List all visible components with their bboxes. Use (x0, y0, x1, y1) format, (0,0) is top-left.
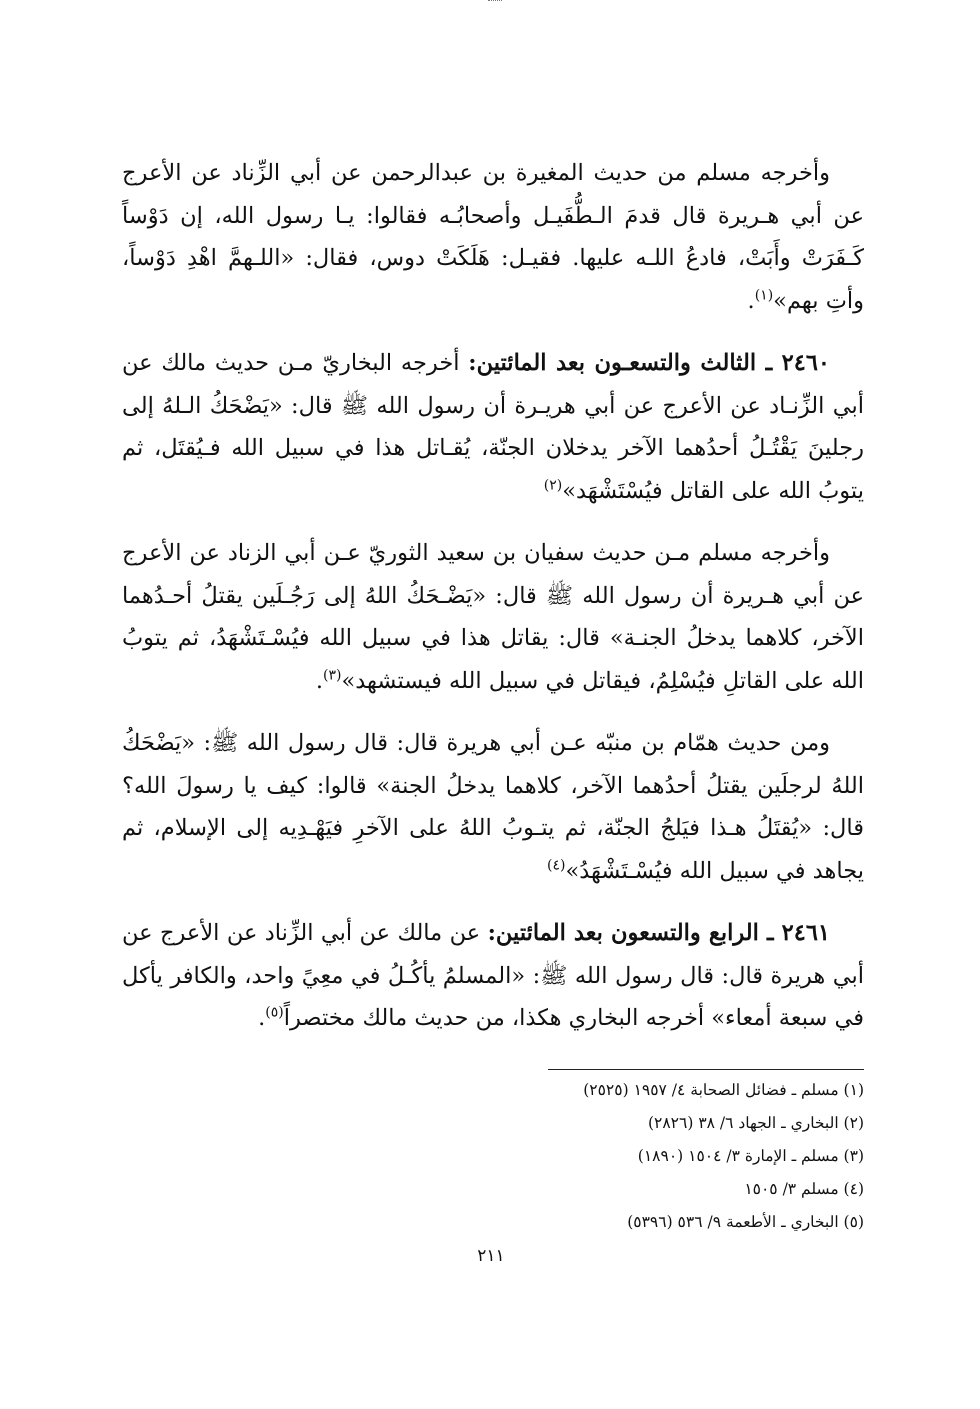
footnote-ref: (١) (754, 287, 774, 303)
paragraph (122, 532, 864, 702)
paragraph (122, 152, 864, 322)
main-text (122, 152, 864, 1056)
footnote-ref: (٤) (546, 857, 566, 873)
footnote: (٢) البخاري ـ الجهاد ٦/ ٣٨ (٢٨٢٦) (647, 1114, 864, 1132)
footnote-ref: (٢) (543, 477, 563, 493)
hadith-heading: ٢٤٦٠ ـ الثالث والتسعـون بعد المائتين: (468, 350, 830, 376)
paragraph-end: . (747, 287, 755, 314)
footnote-ref: (٣) (323, 667, 342, 683)
hadith-heading: ٢٤٦١ ـ الرابع والتسعون بعد المائتين: (487, 920, 830, 946)
paragraph-text: ومن حديث همّام بن منبّه عـن أبي هريرة قال: قال رسول الله ﷺ: «يَضْحَكُ اللهُ لرجلَين يقتلُ أحدُهما الآخر، كلاهما يدخلُ الجنة» قالوا: كيف يا رسولَ الله؟ قال: «يُقتَلُ هـذا فيَلجُ الجنّة، ثم يتـوبُ اللهُ على الآخرِ فيَهْـدِيه إلى الإسلام، ثم يجاهد في سبيل الله فيُسْـتَشْهَدُ» (122, 730, 864, 884)
paragraph-text: وأخرجه مسلم مـن حديث سفيان بن سعيد الثوريّ عـن أبي الزناد عن الأعرج عن أبي هـريرة أن رسول الله ﷺ قال: «يَضْـحَكُ اللهُ إلى رَجُـلَين يقتلُ أحـدُهما الآخر، كلاهما يدخلُ الجنـة» قال: يقاتل هذا في سبيل الله فيُسْـتَشْهَدُ، ثم يتوبُ الله على القاتلِ فيُسْلِمُ، فيقاتل في سبيل الله فيستشهد» (122, 540, 864, 694)
paragraph-text: عن مالك عن أبي الزِّناد عن الأعرج عن أبي هريرة قال: قال رسول الله ﷺ: «المسلمُ يأكُـلُ في معِيً واحد، والكافر يأكل في سبعة أمعاء» أخرجه البخاري هكذا، من حديث مالك مختصراً (122, 920, 864, 1031)
footnote: (٥) البخاري ـ الأطعمة ٩/ ٥٣٦ (٥٣٩٦) (627, 1213, 864, 1231)
paragraph-end: . (315, 667, 323, 694)
footnote: (٣) مسلم ـ الإمارة ٣/ ١٥٠٤ (١٨٩٠) (637, 1147, 864, 1165)
page-number: ٢١١ (477, 1246, 505, 1266)
footnote-ref: (٥) (265, 1004, 284, 1021)
footnote-separator (548, 1069, 864, 1070)
paragraph (122, 722, 864, 892)
footnote: (٤) مسلم ٣/ ١٥٠٥ (744, 1180, 864, 1198)
footnotes (364, 1074, 864, 1239)
paragraph (122, 342, 864, 512)
footnote: (١) مسلم ـ فضائل الصحابة ٤/ ١٩٥٧ (٢٥٢٥) (583, 1081, 864, 1099)
paragraph-text: أخرجه البخاريّ مـن حديث مالك عن أبي الزِّنـاد عن الأعرج عن أبي هريـرة أن رسول الله ﷺ قال: «يَضْحَكُ الـلهُ إلى رجلينَ يَقْتُـلُ أحدُهما الآخر يدخلان الجنّة، يُقـاتل هذا في سبيل الله فـيُقتَل، ثم يتوبُ الله على القاتل فيُسْتَشْهَد» (122, 350, 864, 504)
scan-mark (488, 0, 502, 7)
paragraph-end: . (258, 1005, 266, 1031)
paragraph (122, 912, 864, 1040)
paragraph-text: وأخرجه مسلم من حديث المغيرة بن عبدالرحمن عن أبي الزِّناد عن الأعرج عن أبي هـريرة قال قدمَ الـطُّفَيـل وأصحابُـه فقالوا: يـا رسول الله، إن دَوْساً كَـفَرَتْ وأَبَتْ، فادعُ اللـه عليها. فقيـل: هَلَكَتْ دوس، فقال: «اللـهمَّ اهْدِ دَوْساً، وأتِ بهم» (122, 160, 864, 314)
